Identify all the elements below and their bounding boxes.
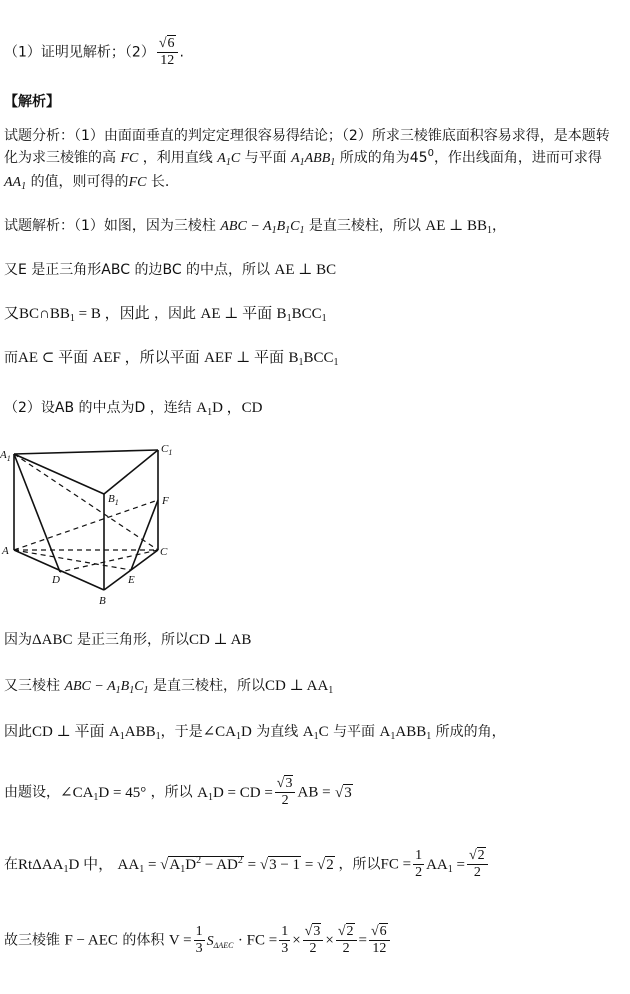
frac-sqrt6-12: $\frac{√6}{12}$	[369, 924, 390, 957]
solution-ae-subset: AE ⊂ 平面	[18, 350, 89, 366]
solution-a1d-eq: $A_1D$ = CD =	[197, 784, 273, 803]
solution-angle-ca1d: $\angle CA_1D$	[202, 724, 252, 742]
solution-text-7a: 又三棱柱	[4, 678, 60, 694]
solution-aa1-2: $AA_1$ =	[426, 856, 465, 875]
analysis-line-2	[4, 148, 602, 169]
solution-text-3c: ，因此	[154, 306, 197, 322]
analysis-plane: $A_1ABB_1$	[291, 151, 336, 168]
solution-ab-eq: AB =	[297, 784, 331, 801]
solution-line-7	[4, 676, 333, 697]
prism-name-1: ABC − $A_1B_1C_1$	[220, 219, 305, 236]
solution-text-1c: 是直三棱柱，所以	[308, 218, 421, 234]
solution-line-11	[4, 924, 392, 957]
frac-1-2: $\frac{1}{2}$	[415, 848, 423, 880]
sqrt-3: √3	[334, 784, 352, 801]
solution-text-8c: ，于是	[160, 724, 203, 740]
solution-text-8g: 与平面	[333, 724, 376, 740]
analysis-line-3	[4, 172, 169, 193]
prism-name-2: ABC − $A_1B_1C_1$	[64, 679, 149, 696]
solution-fc-eq: FC =	[380, 856, 412, 873]
solution-text-4c: AEF ，所以平面	[92, 350, 200, 366]
solution-angle-eq: $\angle CA_1D = 45^\circ$	[60, 784, 147, 803]
solution-plane-a1abb1-2: $A_1ABB_1$	[379, 724, 432, 742]
solution-plane-b1bcc1: $B_1BCC_1$	[276, 306, 327, 324]
solution-text-8h: 所成的角，	[435, 724, 506, 740]
analysis-text-2c: 与平面	[244, 150, 287, 166]
solution-aa1-calc: $AA_1 = √A_1D^2 - AD^2 = √3 - 1 = √2$	[117, 854, 334, 875]
solution-comma: ，	[492, 218, 506, 234]
solution-text-6c: 是正三角形，所以	[76, 632, 189, 648]
solution-line-10	[4, 848, 490, 881]
solution-cd-perp-ab: CD ⊥ AB	[188, 632, 252, 648]
label-c1: $C_1$	[161, 443, 173, 457]
answer-part1: （1）证明见解析；	[4, 44, 125, 61]
label-c: C	[160, 546, 168, 558]
label-e: E	[128, 574, 135, 586]
solution-text-11c: 的体积	[122, 932, 165, 949]
label-f: F	[162, 495, 169, 507]
frac-sqrt3-2-b: $\frac{√3}{2}$	[303, 924, 324, 957]
solution-line-a1c: $A_1C$	[302, 724, 329, 742]
solution-line-4	[4, 348, 339, 368]
solution-text-11a: 故三棱锥	[4, 932, 60, 949]
frac-1-3-b: $\frac{1}{3}$	[281, 924, 289, 956]
solution-text-7b: 是直三棱柱，所以	[153, 678, 265, 694]
solution-text-10m: ，所以	[338, 856, 381, 873]
solution-fc-times: · FC =	[237, 932, 278, 949]
answer-fraction: $\frac{√6}{12}$	[157, 36, 178, 69]
answer-radicand: 6	[167, 36, 175, 51]
solution-triangle-abc: ΔABC	[32, 632, 73, 648]
frac-sqrt3-2: $\frac{√3}{2}$	[275, 776, 296, 809]
answer-end: .	[179, 44, 184, 61]
times-2: ×	[325, 932, 334, 949]
analysis-fc: FC	[120, 151, 139, 166]
solution-ae-perp-bc: AE ⊥ BC	[274, 262, 337, 278]
solution-text-9a: 由题设，	[4, 784, 60, 801]
analysis-fc-2: FC	[128, 175, 147, 190]
analysis-degree: 0	[427, 148, 434, 159]
label-a: A	[2, 545, 9, 557]
solution-v-eq: V =	[168, 932, 192, 949]
solution-ae-perp-bb1: AE ⊥ $BB_1$	[425, 218, 492, 236]
times-1: ×	[292, 932, 301, 949]
solution-plane-a1abb1: $A_1ABB_1$	[108, 724, 161, 742]
solution-plane-b1bcc1-2: $B_1BCC_1$	[288, 350, 339, 368]
label-b: B	[99, 595, 106, 607]
answer-line	[4, 36, 184, 69]
solution-line-2	[4, 260, 336, 280]
frac-sqrt2-2: $\frac{√2}{2}$	[467, 848, 488, 881]
frac-1-3: $\frac{1}{3}$	[195, 924, 203, 956]
analysis-line-a1c: $A_1C$	[217, 151, 241, 168]
solution-line-1	[4, 216, 506, 237]
solution-text-8f: 为直线	[256, 724, 299, 740]
solution-cd-perp-plane: CD ⊥ 平面	[32, 724, 105, 740]
solution-text-4a: 而	[4, 350, 18, 366]
answer-part2: （2）	[124, 44, 155, 61]
edge-c1b1	[104, 450, 158, 494]
analysis-line-1	[4, 126, 610, 146]
solution-aef-perp: AEF ⊥ 平面	[204, 350, 285, 366]
analysis-text-3b: 长.	[150, 174, 170, 190]
solution-cd-perp-aa1: CD ⊥ $AA_1$	[265, 678, 334, 696]
equals-final: =	[358, 932, 367, 949]
solution-text-5a: （2）设AB 的中点为D ，连结	[4, 400, 192, 416]
prism-figure	[0, 438, 180, 608]
analysis-text-2b: ，利用直线	[142, 150, 213, 166]
analysis-aa1: $AA_1$	[4, 175, 27, 192]
solution-text-6a: 因为	[4, 632, 32, 648]
solution-line-3	[4, 304, 327, 324]
solution-line-9	[4, 776, 353, 809]
label-a1: $A_1$	[0, 449, 11, 463]
edge-a1c1	[14, 450, 158, 454]
label-b1: $B_1$	[108, 493, 119, 507]
solution-text-9c: ，所以	[150, 784, 193, 801]
solution-pyramid-name: F − AEC	[64, 932, 118, 949]
solution-text-8a: 因此	[4, 724, 32, 740]
analysis-heading: 【解析】	[4, 94, 60, 110]
solution-text-10a: 在	[4, 856, 18, 873]
solution-bc-cap-bb1: 又$BC\cap BB_1 = B$ ，因此	[4, 306, 150, 324]
answer-denominator: 12	[160, 53, 175, 68]
solution-rt-triangle: RtΔAA$_1$D 中，	[18, 856, 114, 875]
analysis-text-1: 试题分析：（1）由面面垂直的判定定理很容易得结论；（2）所求三棱锥底面积容易求得，是本题转	[4, 128, 610, 144]
label-d: D	[52, 574, 60, 586]
analysis-text-3a: 的值，则可得的	[30, 174, 129, 190]
solution-text-2a: 又E 是正三角形ABC 的边BC 的中点，所以	[4, 262, 271, 278]
solution-a1d-cd: $A_1D$ ，CD	[196, 400, 263, 418]
analysis-text-2a: 化为求三棱锥的高	[4, 150, 116, 166]
solution-area-s: $S_{\Delta AEC}$	[206, 933, 234, 950]
analysis-text-2e: ，作出线面角，进而可求得	[433, 150, 602, 166]
solution-line-5	[4, 398, 263, 418]
analysis-text-2d: 所成的角为45	[339, 150, 428, 166]
solution-ae-perp-plane: AE ⊥ 平面	[200, 306, 273, 322]
frac-sqrt2-2-b: $\frac{√2}{2}$	[336, 924, 357, 957]
solution-text-1a: 试题解析：（1）如图，因为三棱柱	[4, 218, 216, 234]
solution-line-6	[4, 630, 251, 650]
solution-line-8	[4, 722, 506, 742]
